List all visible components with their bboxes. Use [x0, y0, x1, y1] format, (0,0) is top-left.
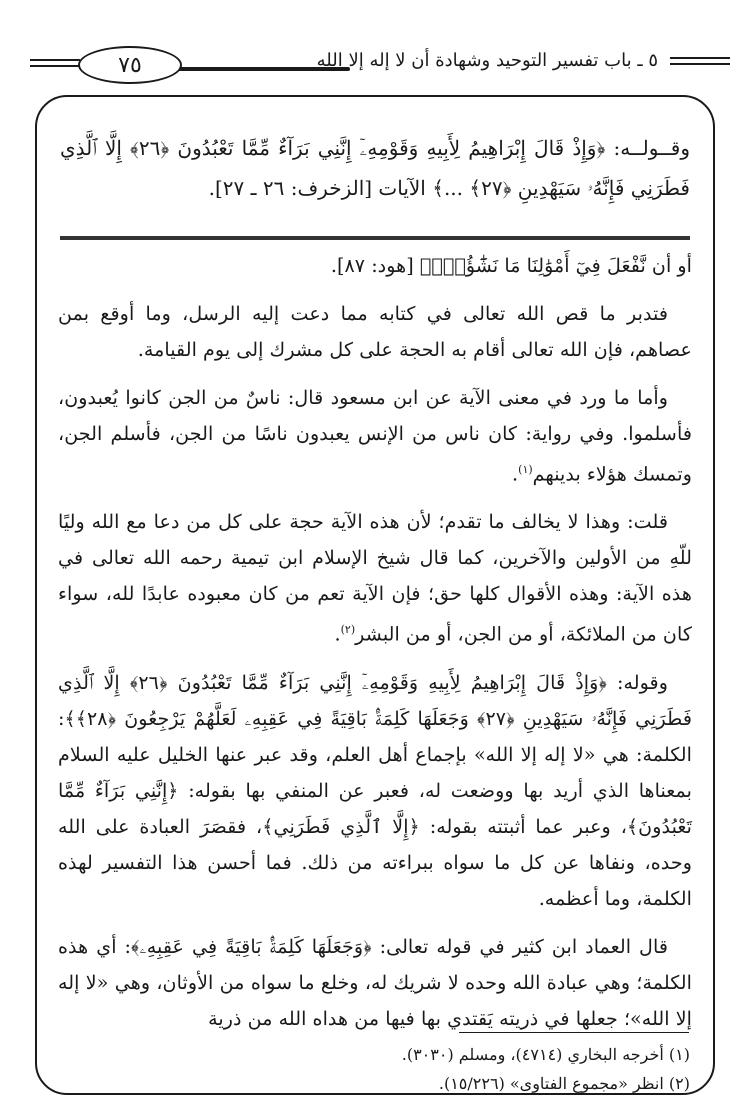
page-number: ٧٥ [78, 46, 182, 84]
footnote-separator [459, 1032, 689, 1033]
body-text [58, 248, 692, 1049]
paragraph-text: وقوله: ﴿وَإِذْ قَالَ إِبْرَاهِيمُ لِأَبِيهِ وَقَوْمِهِۦٓ إِنَّنِي بَرَآءٌ مِّمَّا تَعْبُدُونَ ﴿٢٦﴾ إِلَّا ٱلَّذِي فَطَرَنِي فَإِنَّهُۥ سَيَهْدِينِ ﴿٢٧﴾ وَجَعَلَهَا كَلِمَةًۢ بَاقِيَةً فِي عَقِبِهِۦ لَعَلَّهُمْ يَرْجِعُونَ ﴿٢٨﴾﴾: الكلمة: هي «لا إله إلا الله» بإجماع أهل العلم، وقد عبر عنها الخليل عليه السلام بمعناها الذي أريد بها ووضعت له، فعبر عن المنفي بها بقوله: ﴿إِنَّنِي بَرَآءٌ مِّمَّا تَعْبُدُونَ﴾، وعبر عما أثبتته بقوله: ﴿إِلَّا ٱلَّذِي فَطَرَنِي﴾، فقصَرَ العبادة على الله وحده، ونفاها عن كل ما سواه ببراءته من ذلك. فما أحسن هذا التفسير لهذه الكلمة، وما أعظمه. [58, 670, 692, 910]
paragraph-text: قلت: وهذا لا يخالف ما تقدم؛ لأن هذه الآية حجة على كل من دعا مع الله وليًا للّهِ من الأولين والآخرين، كما قال شيخ الإسلام ابن تيمية رحمه الله تعالى في هذه الآية: وهذه الأقوال كلها حق؛ فإن الآية تعم من كان معبوده عابدًا لله، سواء كان من الملائكة، أو من الجن، أو من البشر [58, 510, 692, 646]
footnotes [60, 1040, 690, 1098]
header-rule [670, 57, 730, 59]
paragraph-text: وأما ما ورد في معنى الآية عن ابن مسعود قال: ناسٌ من الجن كانوا يُعبدون، فأسلموا. وفي رواية: كان ناس من الإنس يعبدون ناسًا من الجن، فأسلم الجن، وتمسك هؤلاء بدينهم [58, 386, 692, 486]
footnote: (١) أخرجه البخاري (٤٧١٤)، ومسلم (٣٠٣٠). [401, 1045, 690, 1064]
page-header [30, 38, 730, 88]
paragraph-text: فتدبر ما قص الله تعالى في كتابه مما دعت إليه الرسل، وما أوقع بمن عصاهم، فإن الله تعالى أقام به الحجة على كل مشرك إلى يوم القيامة. [58, 302, 692, 361]
paragraph-text: قال العماد ابن كثير في قوله تعالى: ﴿وَجَعَلَهَا كَلِمَةًۢ بَاقِيَةً فِي عَقِبِهِۦ﴾: أي هذه الكلمة؛ وهي عبادة الله وحده لا شريك له، وخلع ما سواه من الأوثان، وهي «لا إله إلا الله»؛ جعلها في ذريته يَقتدي بها فيها من هداه الله من ذرية [58, 934, 692, 1030]
footnote: (٢) انظر «مجموع الفتاوى» (١٥/٢٢٦). [438, 1074, 690, 1093]
paragraph: قلت: وهذا لا يخالف ما تقدم؛ لأن هذه الآية حجة على كل من دعا مع الله وليًا للّهِ من الأولين والآخرين، كما قال شيخ الإسلام ابن تيمية رحمه الله تعالى في هذه الآية: وهذه الأقوال كلها حق؛ فإن الآية تعم من كان معبوده عابدًا لله، سواء كان من الملائكة، أو من الجن، أو من البشر$^{(٢)}$. [58, 510, 692, 646]
paragraph: وأما ما ورد في معنى الآية عن ابن مسعود قال: ناسٌ من الجن كانوا يُعبدون، فأسلموا. وفي رواية: كان ناس من الإنس يعبدون ناسًا من الجن، فأسلم الجن، وتمسك هؤلاء بدينهم$^{(١)}$. [58, 386, 692, 486]
chapter-title: ٥ ـ باب تفسير التوحيد وشهادة أن لا إله إلا الله [316, 50, 658, 71]
header-rule [30, 65, 80, 67]
paragraph [58, 296, 692, 368]
header-rule [670, 63, 730, 65]
top-verse: وقــولــه: ﴿وَإِذْ قَالَ إِبْرَاهِيمُ لِأَبِيهِ وَقَوْمِهِۦٓ إِنَّنِي بَرَآءٌ مِّمَّا تَعْبُدُونَ ﴿٢٦﴾ إِلَّا ٱلَّذِي فَطَرَنِي فَإِنَّهُۥ سَيَهْدِينِ ﴿٢٧﴾ ...﴾ الآيات [الزخرف: ٢٦ ـ ٢٧]. [60, 136, 690, 200]
section-separator [60, 236, 690, 240]
paragraph [58, 929, 692, 1037]
footnote-ref[interactable]: (٢) [340, 623, 356, 637]
paragraph: أو أن نَّفْعَلَ فِيٓ أَمْوَٰلِنَا مَا نَشَٰٓؤُاْۖ﴾ [هود: ٨٧]. [330, 254, 692, 277]
header-rule [30, 59, 80, 61]
footnote-ref[interactable]: (١) [518, 463, 533, 476]
paragraph [58, 665, 692, 917]
